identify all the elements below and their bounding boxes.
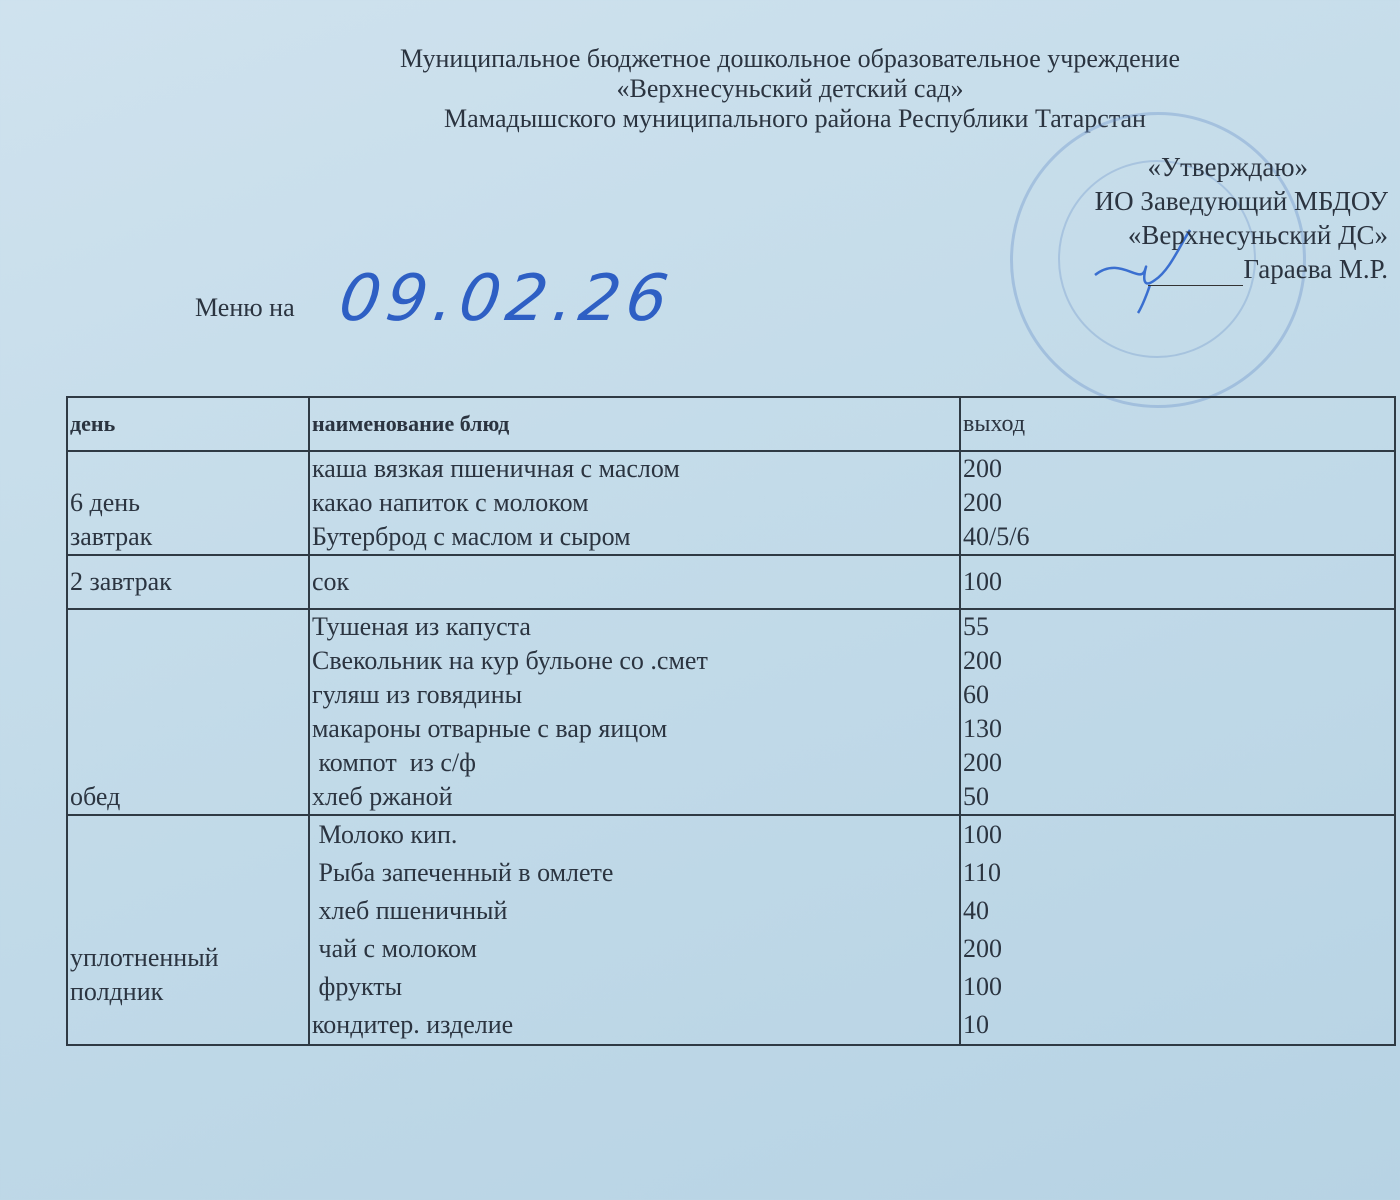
dish-cell — [309, 609, 960, 815]
portion: 200 — [963, 748, 1002, 777]
day-text: обед — [70, 782, 121, 811]
menu-label: Меню на — [195, 293, 295, 322]
dish-cell — [309, 451, 960, 555]
header-portion: выход — [960, 397, 1395, 451]
table-row — [67, 815, 1395, 1045]
dish: хлеб ржаной — [312, 782, 453, 811]
menu-date: 09.02.26 — [334, 262, 679, 336]
dish: Рыба запеченный в омлете — [312, 858, 614, 887]
dish: кондитер. изделие — [312, 1010, 514, 1039]
table-row — [67, 451, 1395, 555]
portion: 200 — [963, 488, 1002, 517]
dish-cell — [309, 555, 960, 609]
dish: Бутерброд с маслом и сыром — [312, 522, 631, 551]
signature-line — [1148, 261, 1243, 286]
dish: компот из с/ф — [312, 748, 476, 777]
approval-position: ИО Заведующий МБДОУ — [1094, 186, 1388, 216]
institution-name: Муниципальное бюджетное дошкольное образовательное учреждение — [400, 44, 1180, 73]
portion: 100 — [963, 567, 1002, 596]
table-row — [67, 555, 1395, 609]
portion: 200 — [963, 934, 1002, 963]
portion: 10 — [963, 1010, 989, 1039]
portion-cell — [960, 815, 1395, 1045]
day-cell — [67, 555, 309, 609]
day-text: уплотненный — [70, 943, 219, 972]
dish-cell — [309, 815, 960, 1045]
menu-table — [66, 396, 1396, 1046]
dish: Молоко кип. — [312, 820, 458, 849]
dish: макароны отварные с вар яицом — [312, 714, 668, 743]
portion: 200 — [963, 646, 1002, 675]
day-text: полдник — [70, 977, 164, 1006]
approver-name: Гараева М.Р. — [1243, 254, 1388, 284]
portion-cell — [960, 609, 1395, 815]
day-cell — [67, 609, 309, 815]
day-text: завтрак — [70, 522, 153, 551]
dish: фрукты — [312, 972, 403, 1001]
dish: чай с молоком — [312, 934, 477, 963]
portion: 55 — [963, 612, 989, 641]
table-header-row — [67, 397, 1395, 451]
approval-title: «Утверждаю» — [1147, 152, 1308, 182]
portion: 50 — [963, 782, 989, 811]
portion: 60 — [963, 680, 989, 709]
day-cell — [67, 815, 309, 1045]
kindergarten-name: «Верхнесуньский детский сад» — [616, 74, 964, 103]
portion: 130 — [963, 714, 1002, 743]
dish: Тушеная из капуста — [312, 612, 531, 641]
table-row — [67, 609, 1395, 815]
portion-cell — [960, 555, 1395, 609]
day-cell — [67, 451, 309, 555]
dish: каша вязкая пшеничная с маслом — [312, 454, 680, 483]
dish: какао напиток с молоком — [312, 488, 589, 517]
portion: 40/5/6 — [963, 522, 1030, 551]
portion-cell — [960, 451, 1395, 555]
dish: хлеб пшеничный — [312, 896, 508, 925]
portion: 110 — [963, 858, 1002, 887]
day-text: 6 день — [70, 488, 141, 517]
dish: сок — [312, 567, 350, 596]
district-name: Мамадышского муниципального района Республики Татарстан — [444, 104, 1146, 133]
dish: Свекольник на кур бульоне со .смет — [312, 646, 708, 675]
portion: 40 — [963, 896, 989, 925]
dish: гуляш из говядины — [312, 680, 523, 709]
header-dish: наименование блюд — [309, 397, 960, 451]
header-day: день — [67, 397, 309, 451]
portion: 100 — [963, 820, 1002, 849]
portion: 100 — [963, 972, 1002, 1001]
approval-block — [1095, 150, 1388, 286]
portion: 200 — [963, 454, 1002, 483]
approval-org: «Верхнесуньский ДС» — [1127, 220, 1388, 250]
day-text: 2 завтрак — [70, 567, 172, 596]
